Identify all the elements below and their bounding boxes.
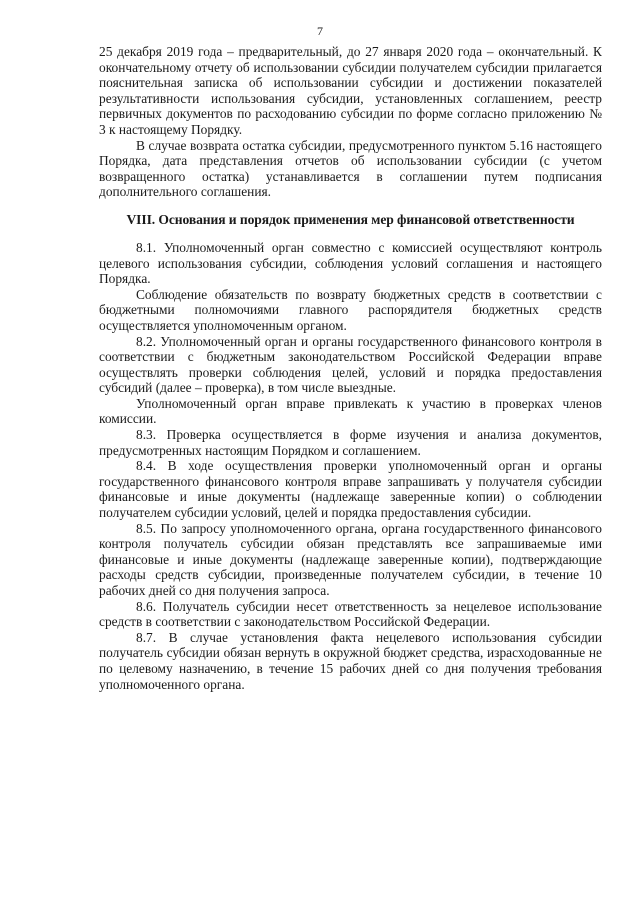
- document-body: [99, 44, 602, 692]
- paragraph-8-4: 8.4. В ходе осуществления проверки уполномоченный орган и органы государственного финансового контроля вправе запрашивать у получателя субсидии финансовые и иные документы (надлежаще заверенные копии) о соблюдении получателем субсидии условий, целей и порядка предоставления субсидии.: [99, 458, 602, 521]
- section-heading: VIII. Основания и порядок применения мер финансовой ответственности: [126, 211, 575, 227]
- paragraph-8-2-b: Уполномоченный орган вправе привлекать к участию в проверках членов комиссии.: [99, 395, 602, 427]
- paragraph-continued: 25 декабря 2019 года – предварительный, до 27 января 2020 года – окончательный. К окончательному отчету об использовании субсидии получателем субсидии прилагается пояснительная записка об использовании субсидии и достижении показателей результативности использования субсидии, установленных соглашением, реестр первичных документов по расходованию субсидии по форме согласно приложению № 3 к настоящему Порядку.: [99, 44, 602, 137]
- paragraph-8-2: 8.2. Уполномоченный орган и органы государственного финансового контроля в соответствии с бюджетным законодательством Российской Федерации вправе осуществлять проверки соблюдения целей, условий и порядка предоставления субсидий (далее – проверка), в том числе выездные.: [99, 333, 602, 396]
- paragraph-return-remainder: В случае возврата остатка субсидии, предусмотренного пунктом 5.16 настоящего Порядка, дата представления отчетов об использовании субсидии (с учетом возвращенного остатка) устанавливается в соглашении путем подписания дополнительного соглашения.: [99, 137, 602, 200]
- paragraph-8-5: 8.5. По запросу уполномоченного органа, органа государственного финансового контроля получатель субсидии обязан представлять все запрашиваемые ими финансовые и иные документы (надлежаще заверенные копии), подтверждающие расходы средств субсидии, произведенные получателем субсидии, в течение 10 рабочих дней со дня получения запроса.: [99, 520, 602, 598]
- paragraph-8-3: 8.3. Проверка осуществляется в форме изучения и анализа документов, предусмотренных настоящим Порядком и соглашением.: [99, 427, 602, 458]
- paragraph-8-1: 8.1. Уполномоченный орган совместно с комиссией осуществляют контроль целевого использования субсидии, соблюдения условий соглашения и настоящего Порядка.: [99, 239, 602, 287]
- paragraph-8-6: 8.6. Получатель субсидии несет ответственность за нецелевое использование средств в соответствии с законодательством Российской Федерации.: [99, 598, 602, 630]
- paragraph-8-7: 8.7. В случае установления факта нецелевого использования субсидии получатель субсидии обязан вернуть в окружной бюджет средства, израсходованные не по целевому назначению, в течение 15 рабочих дней со дня получения требования уполномоченного органа.: [99, 629, 602, 692]
- paragraph-8-1-b: Соблюдение обязательств по возврату бюджетных средств в соответствии с бюджетными полномочиями главного распорядителя бюджетных средств осуществляется уполномоченным органом.: [99, 286, 602, 333]
- page-number: 7: [317, 24, 323, 38]
